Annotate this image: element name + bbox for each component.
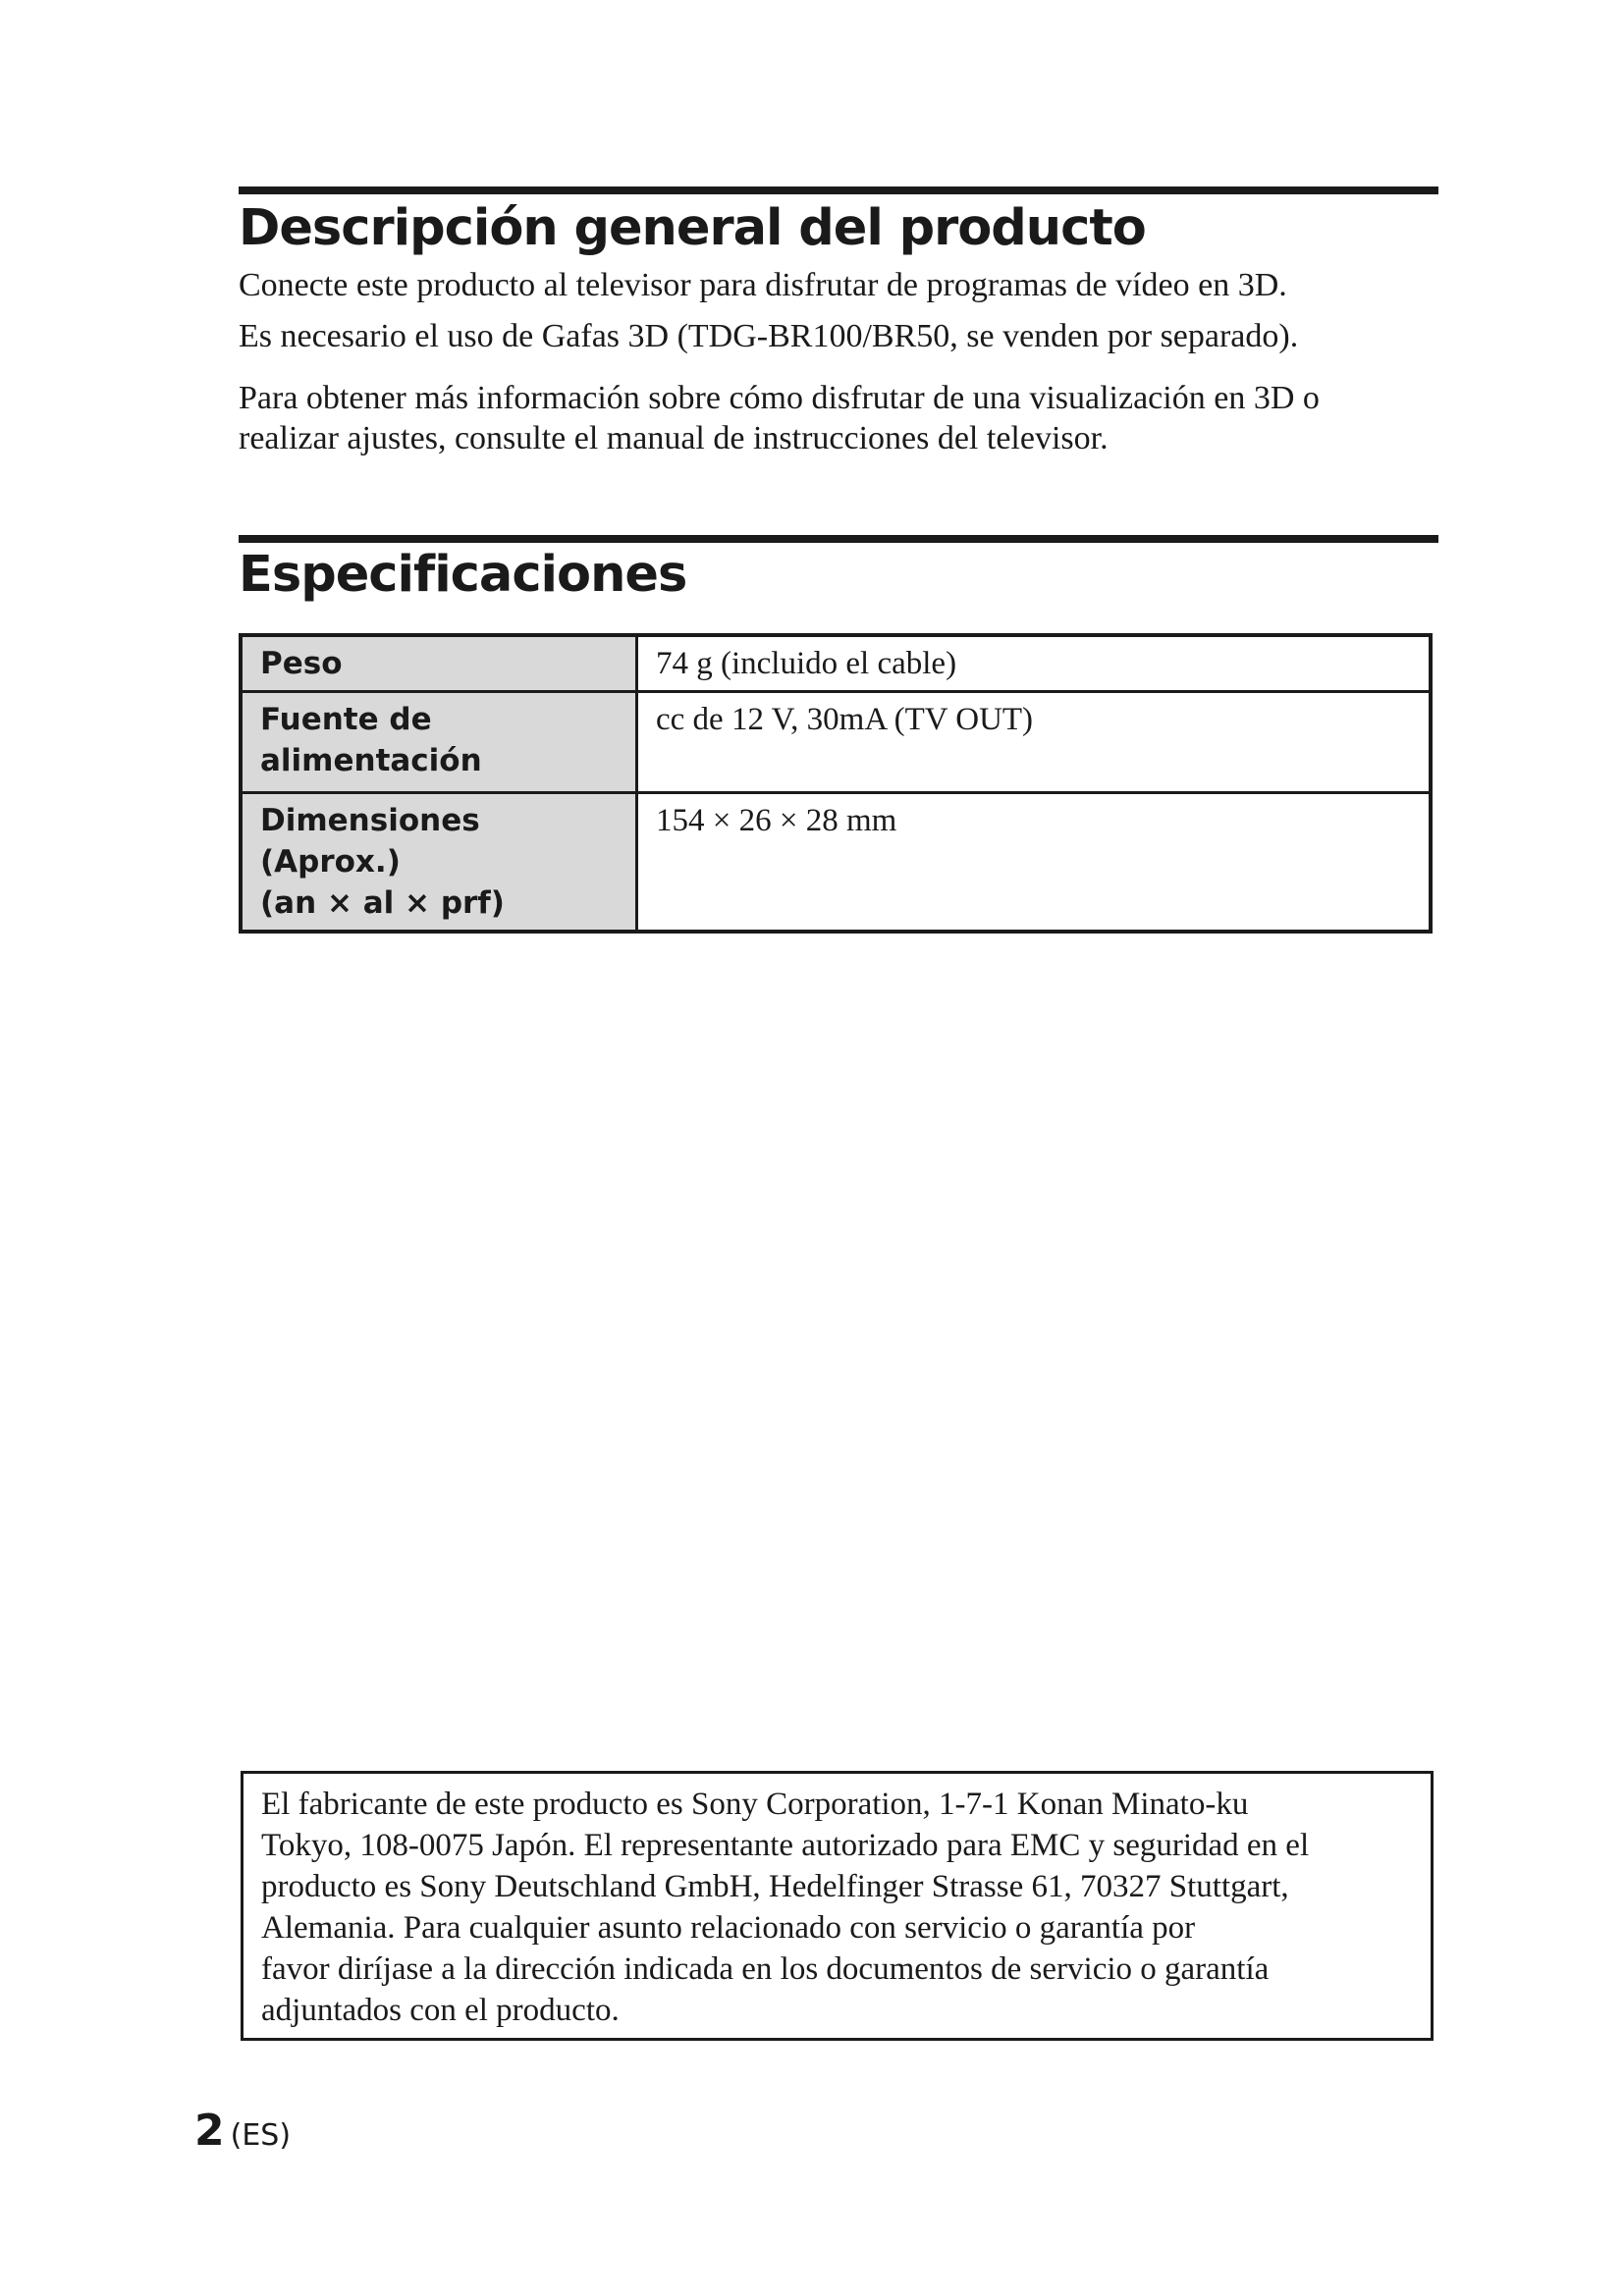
spec-label-weight <box>241 635 637 692</box>
spec-label-line: Peso <box>260 646 343 681</box>
spec-label-line: Dimensiones (Aprox.) <box>260 803 480 880</box>
spec-label-line: Fuente de <box>260 702 432 737</box>
section-rule <box>239 535 1438 543</box>
overview-line-1: Conecte este producto al televisor para disfrutar de programas de vídeo en 3D. <box>239 266 1287 303</box>
spec-label-line: (an × al × prf) <box>260 885 505 921</box>
overview-heading: Descripción general del producto <box>239 199 1146 257</box>
table-row <box>241 793 1431 933</box>
spec-value-weight: 74 g (incluido el cable) <box>637 635 1432 692</box>
specs-heading: Especificaciones <box>239 546 687 604</box>
notice-line: producto es Sony Deutschland GmbH, Hedelfinger Strasse 61, 70327 Stuttgart, <box>261 1869 1289 1904</box>
specs-section <box>239 535 1438 605</box>
overview-more-info <box>239 378 1438 458</box>
overview-line-2: Es necesario el uso de Gafas 3D (TDG-BR100/BR50, se venden por separado). <box>239 317 1299 354</box>
page-language: (ES) <box>230 2118 292 2153</box>
spec-value-power: cc de 12 V, 30mA (TV OUT) <box>637 692 1432 793</box>
notice-line: adjuntados con el producto. <box>261 1993 620 2028</box>
spec-label-line: alimentación <box>260 743 482 778</box>
notice-line: favor diríjase a la dirección indicada en los documentos de servicio o garantía <box>261 1951 1270 1987</box>
notice-line: Tokyo, 108-0075 Japón. El representante autorizado para EMC y seguridad en el <box>261 1828 1310 1863</box>
page-number-value: 2 <box>194 2106 225 2156</box>
notice-line: El fabricante de este producto es Sony Corporation, 1-7-1 Konan Minato-ku <box>261 1787 1249 1822</box>
manufacturer-notice <box>241 1771 1434 2041</box>
spec-value-dimensions: 154 × 26 × 28 mm <box>637 793 1432 933</box>
spec-label-power <box>241 692 637 793</box>
overview-line-4: realizar ajustes, consulte el manual de instrucciones del televisor. <box>239 419 1109 456</box>
table-row <box>241 692 1431 793</box>
overview-section <box>239 187 1438 458</box>
specs-table <box>239 633 1433 934</box>
section-rule <box>239 187 1438 194</box>
overview-intro <box>239 260 1438 362</box>
notice-line: Alemania. Para cualquier asunto relacionado con servicio o garantía por <box>261 1910 1196 1946</box>
overview-line-3: Para obtener más información sobre cómo disfrutar de una visualización en 3D o <box>239 379 1320 416</box>
table-row <box>241 635 1431 692</box>
spec-label-dimensions <box>241 793 637 933</box>
page-number <box>194 2106 291 2156</box>
